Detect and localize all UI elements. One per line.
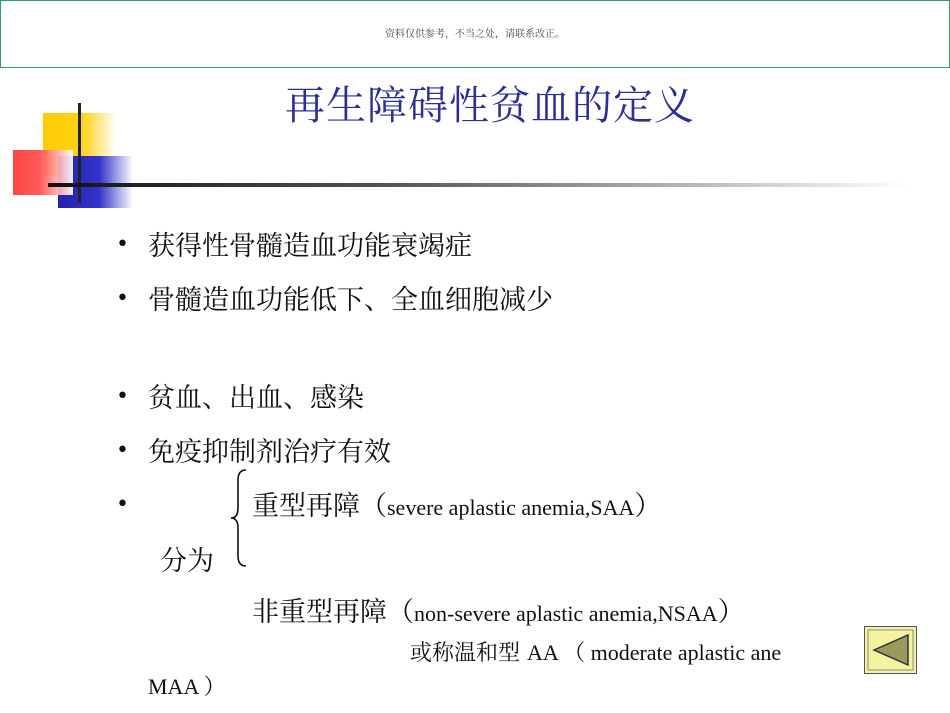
bullet-item: 免疫抑制剂治疗有效 [148,437,391,468]
bullet-marker: • [116,438,129,463]
bullet-item: 骨髓造血功能低下、全血细胞减少 [148,285,553,316]
bullet-marker: • [116,492,129,517]
bullet-item: 贫血、出血、感染 [148,383,364,414]
bullet-marker: • [116,384,129,409]
severe-type-close: ） [634,491,662,522]
moderate-type-line [410,636,781,667]
bullet-marker: • [116,286,129,311]
decor-vertical-line [78,103,81,203]
nonsevere-type-close: ） [717,597,745,628]
nonsevere-type-line [252,590,745,629]
bullet-item: 获得性骨髓造血功能衰竭症 [148,231,472,262]
title-underline [48,183,908,187]
severe-type-en: severe aplastic anemia,SAA [387,495,635,520]
previous-slide-button[interactable] [864,626,917,674]
classification-label: 分为 [160,546,214,577]
nonsevere-type-cn: 非重型再障（ [252,597,414,628]
notice-banner [0,0,950,68]
slide-title: 再生障碍性贫血的定义 [285,83,695,129]
brace-icon [228,468,248,568]
triangle-left-icon [865,627,916,673]
severe-type-line [252,484,661,523]
nonsevere-type-en: non-severe aplastic anemia,NSAA [414,601,718,626]
bullet-marker: • [116,232,129,257]
moderate-prefix: 或称温和型 [410,641,521,666]
moderate-type-en: AA （ moderate aplastic ane [527,640,782,665]
notice-text: 资料仅供参考，不当之处，请联系改正。 [385,29,565,40]
moderate-type-tail: MAA ） [148,674,226,699]
decor-red-square [13,150,73,195]
severe-type-cn: 重型再障（ [252,491,387,522]
